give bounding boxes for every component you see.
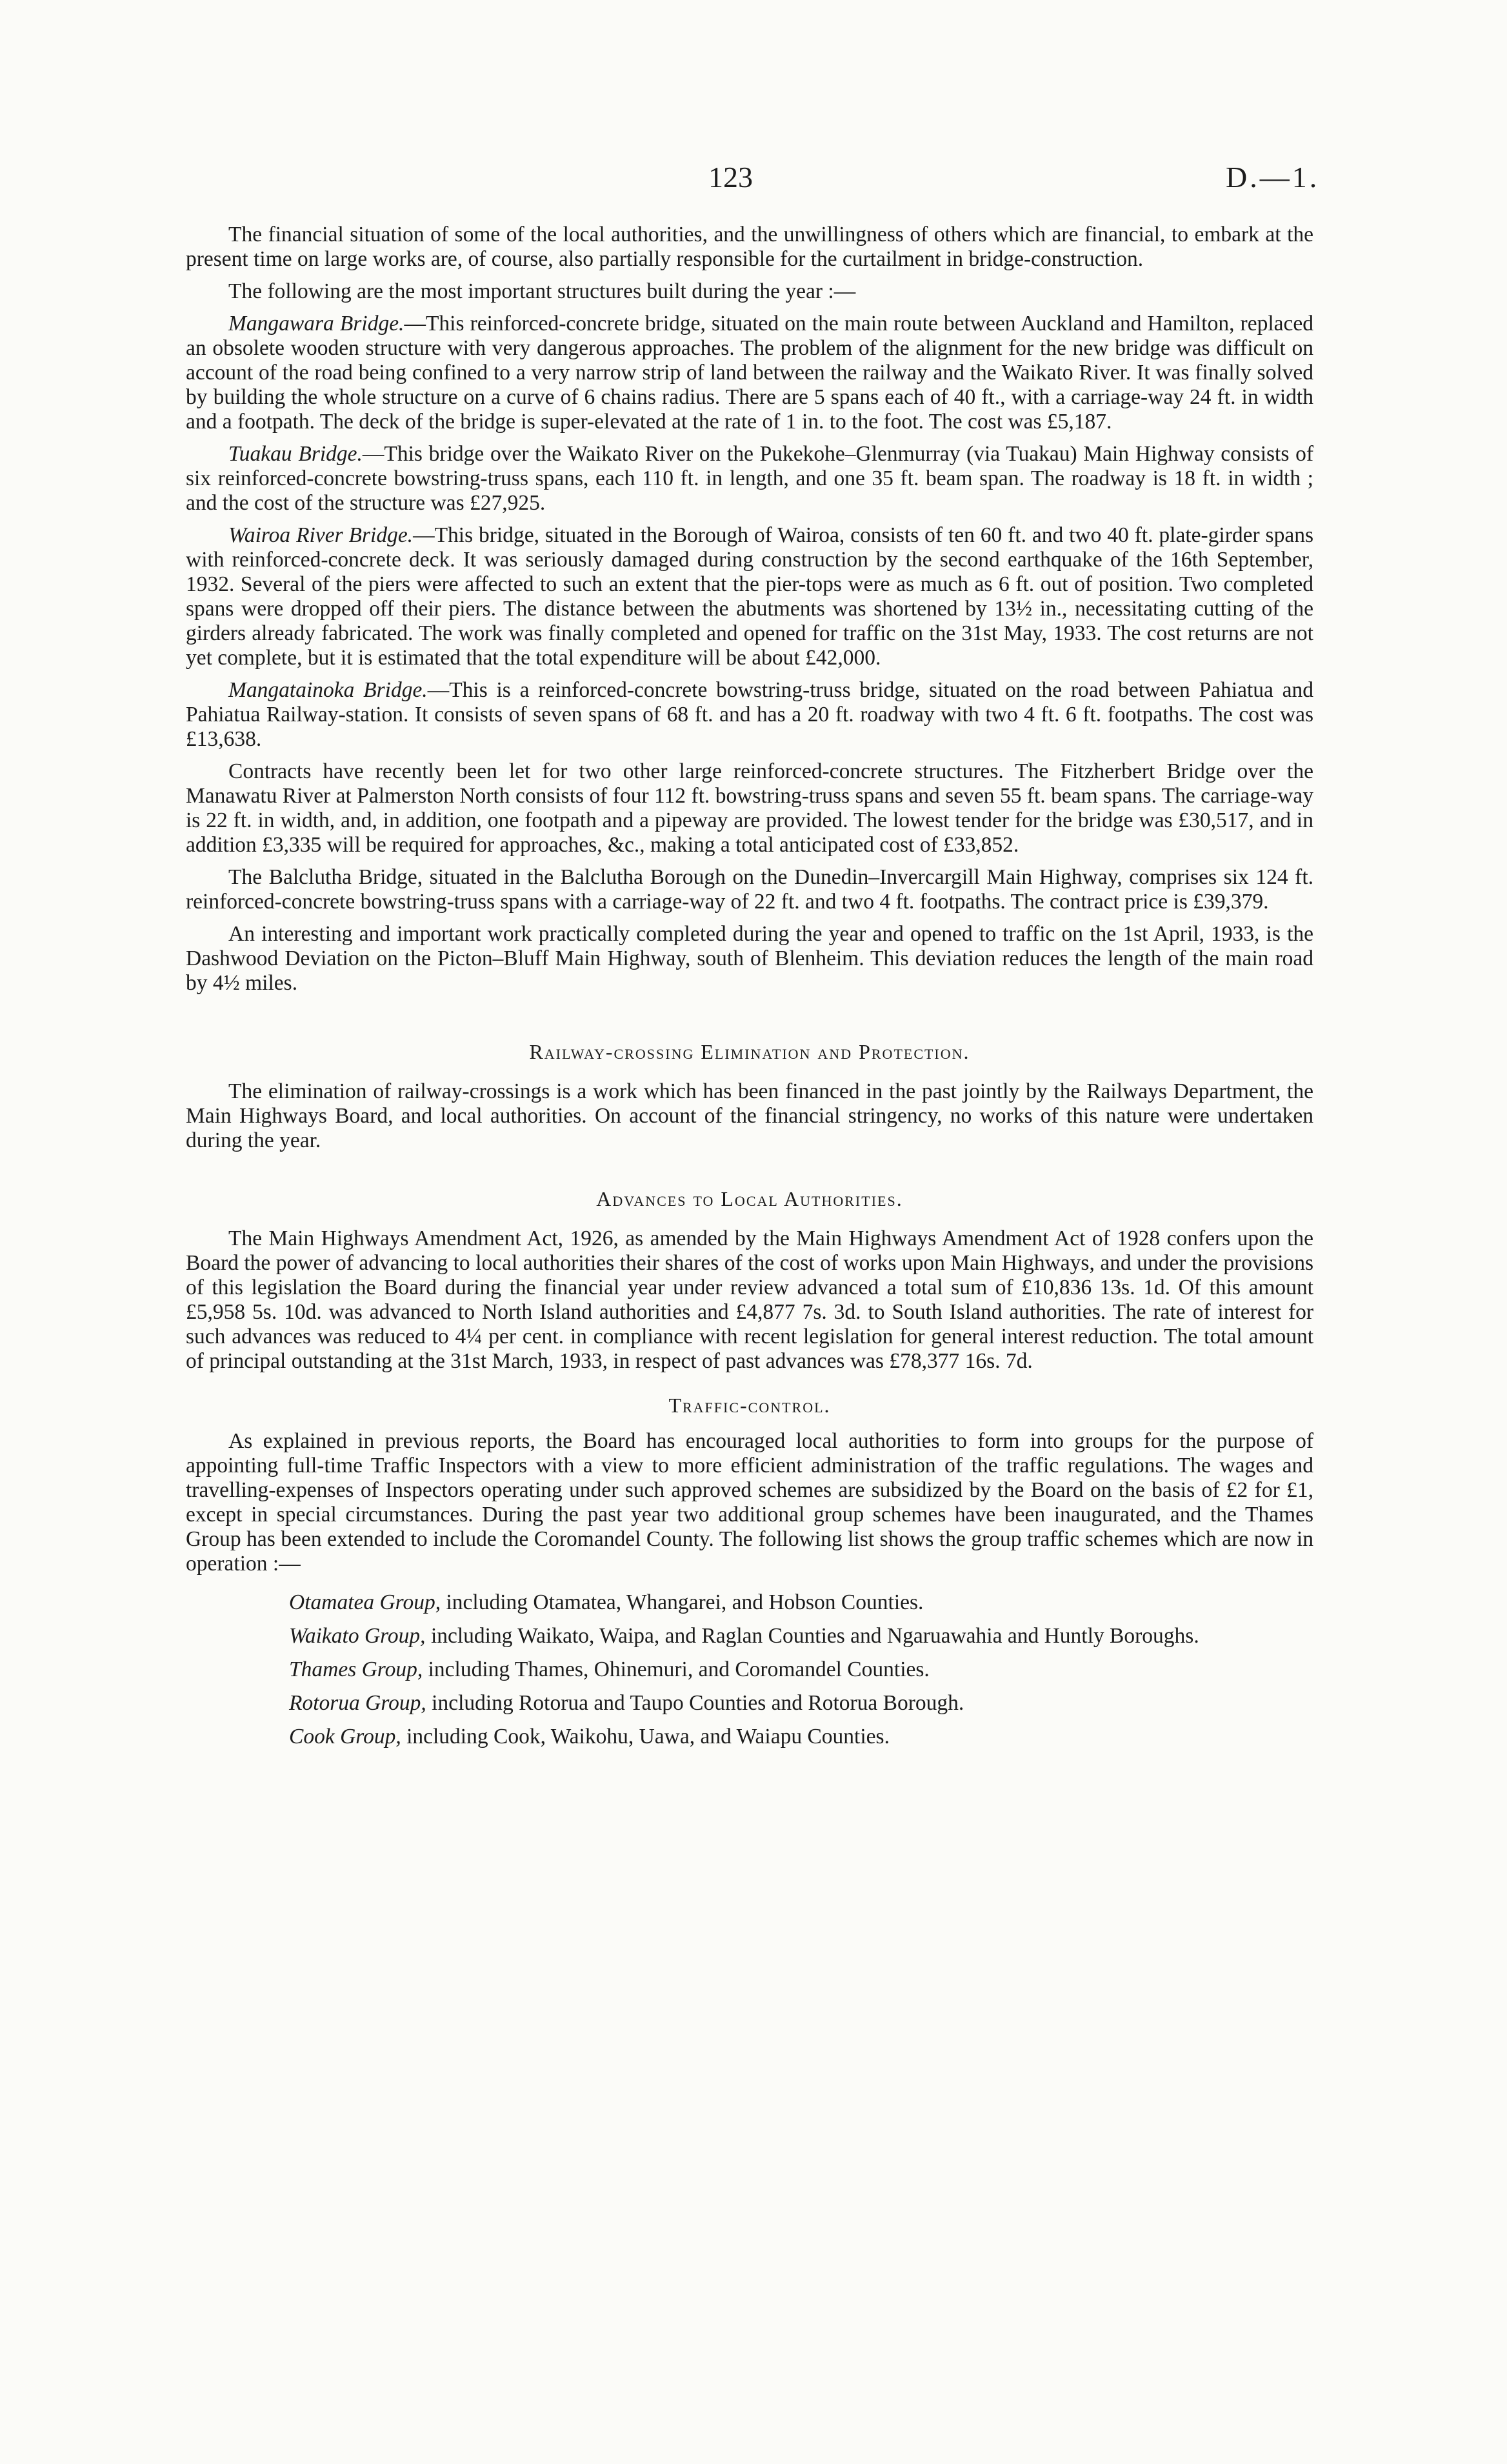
group-name: Thames Group, <box>289 1658 423 1681</box>
section-heading-traffic-control: Traffic-control. <box>668 1394 831 1417</box>
body-text <box>186 223 1313 1758</box>
page-number: 123 <box>708 161 753 194</box>
paragraph-dashwood-deviation: An interesting and important work practically completed during the year and opened to traffic on the 1st April, 1933, is the Dashwood Deviation on the Picton–Bluff Main Highway, south of Blenheim. This deviation reduces the length of the main road by 4½ miles. <box>186 922 1313 995</box>
group-description: including Waikato, Waipa, and Raglan Counties and Ngaruawahia and Huntly Boroughs. <box>425 1624 1199 1648</box>
paragraph-contracts: Contracts have recently been let for two other large reinforced-concrete structures. The Fitzherbert Bridge over the Manawatu River at Palmerston North consists of four 112 ft. bowstring-truss spans and seven 55 ft. beam spans. The carriage-way is 22 ft. in width, and, in addition, one footpath and a pipeway are provided. The lowest tender for the bridge was £30,517, and in addition £3,335 will be required for approaches, &c., making a total anticipated cost of £33,852. <box>186 759 1313 857</box>
group-name: Cook Group, <box>289 1725 401 1748</box>
group-description: including Otamatea, Whangarei, and Hobson Counties. <box>441 1590 924 1614</box>
paragraph-balclutha-bridge: The Balclutha Bridge, situated in the Balclutha Borough on the Dunedin–Invercargill Main Highway, comprises six 124 ft. reinforced-concrete bowstring-truss spans with a carriage-way of 22 ft. and two 4 ft. footpaths. The contract price is £39,379. <box>186 865 1313 914</box>
paragraph-wairoa-river-bridge <box>186 523 1313 670</box>
page-header <box>0 160 1507 205</box>
section-heading-advances: Advances to Local Authorities. <box>596 1187 903 1210</box>
group-description: including Thames, Ohinemuri, and Coromandel Counties. <box>423 1658 930 1681</box>
group-name: Waikato Group, <box>289 1624 426 1648</box>
mangatainoka-bridge-title: Mangatainoka Bridge. <box>228 678 428 702</box>
tuakau-bridge-text: —This bridge over the Waikato River on the Pukekohe–Glenmurray (via Tuakau) Main Highway consists of six reinforced-concrete bowstring-truss spans, each 110 ft. in length, and one 35 ft. beam span. The roadway is 18 ft. in width ; and the cost of the structure was £27,925. <box>186 442 1313 515</box>
section-heading-railway-crossing: Railway-crossing Elimination and Protection. <box>529 1040 970 1063</box>
paragraph-mangatainoka-bridge <box>186 678 1313 752</box>
list-item <box>289 1691 1313 1716</box>
group-name: Otamatea Group, <box>289 1590 441 1614</box>
paragraph-advances: The Main Highways Amendment Act, 1926, as amended by the Main Highways Amendment Act of 1928 confers upon the Board the power of advancing to local authorities their shares of the cost of works upon Main Highways, and under the provisions of this legislation the Board during the financial year under review advanced a total sum of £10,836 13s. 1d. Of this amount £5,958 5s. 10d. was advanced to North Island authorities and £4,877 7s. 3d. to South Island authorities. The rate of interest for such advances was reduced to 4¼ per cent. in compliance with recent legislation for general interest reduction. The total amount of principal outstanding at the 31st March, 1933, in respect of past advances was £78,377 16s. 7d. <box>186 1227 1313 1373</box>
paragraph-structures-intro: The following are the most important structures built during the year :— <box>228 279 856 303</box>
paragraph-mangawara-bridge <box>186 312 1313 434</box>
wairoa-river-bridge-text: —This bridge, situated in the Borough of Wairoa, consists of ten 60 ft. and two 40 ft. plate-girder spans with reinforced-concrete deck. It was seriously damaged during construction by the second earthquake of the 16th September, 1932. Several of the piers were affected to such an extent that the pier-tops were as much as 6 ft. out of position. Two completed spans were dropped off their piers. The distance between the abutments was shortened by 13½ in., necessitating cutting of the girders already fabricated. The work was finally completed and opened for traffic on the 31st May, 1933. The cost returns are not yet complete, but it is estimated that the total expenditure will be about £42,000. <box>186 523 1313 670</box>
list-item <box>289 1658 1313 1682</box>
traffic-groups-list <box>186 1590 1313 1749</box>
group-description: including Rotorua and Taupo Counties and Rotorua Borough. <box>426 1691 964 1715</box>
mangawara-bridge-text: —This reinforced-concrete bridge, situated on the main route between Auckland and Hamilton, replaced an obsolete wooden structure with very dangerous approaches. The problem of the alignment for the new bridge was difficult on account of the road being confined to a very narrow strip of land between the railway and the Waikato River. It was finally solved by building the whole structure on a curve of 6 chains radius. There are 5 spans each of 40 ft., with a carriage-way 24 ft. in width and a footpath. The deck of the bridge is super-elevated at the rate of 1 in. to the foot. The cost was £5,187. <box>186 312 1313 434</box>
tuakau-bridge-title: Tuakau Bridge. <box>228 442 363 466</box>
document-reference: D.—1. <box>1226 161 1320 194</box>
wairoa-river-bridge-title: Wairoa River Bridge. <box>228 523 414 547</box>
group-description: including Cook, Waikohu, Uawa, and Waiapu Counties. <box>401 1725 890 1748</box>
list-item <box>289 1725 1313 1749</box>
paragraph-tuakau-bridge <box>186 442 1313 516</box>
mangawara-bridge-title: Mangawara Bridge. <box>228 312 404 336</box>
mangatainoka-bridge-text: —This is a reinforced-concrete bowstring-truss bridge, situated on the road between Pahiatua and Pahiatua Railway-station. It consists of seven spans of 68 ft. and has a 20 ft. roadway with two 4 ft. 6 ft. footpaths. The cost was £13,638. <box>186 678 1313 751</box>
list-item <box>289 1590 1313 1615</box>
paragraph-traffic-control: As explained in previous reports, the Board has encouraged local authorities to form into groups for the purpose of appointing full-time Traffic Inspectors with a view to more efficient administration of the traffic regulations. The wages and travelling-expenses of Inspectors operating under such approved schemes are subsidized by the Board on the basis of £2 for £1, except in special circumstances. During the past year two additional group schemes have been inaugurated, and the Thames Group has been extended to include the Coromandel County. The following list shows the group traffic schemes which are now in operation :— <box>186 1429 1313 1576</box>
paragraph-financial-situation: The financial situation of some of the local authorities, and the unwillingness of others which are financial, to embark at the present time on large works are, of course, also partially responsible for the curtailment in bridge-construction. <box>186 223 1313 271</box>
paragraph-railway-crossing: The elimination of railway-crossings is a work which has been financed in the past jointly by the Railways Department, the Main Highways Board, and local authorities. On account of the financial stringency, no works of this nature were undertaken during the year. <box>186 1079 1313 1152</box>
list-item <box>289 1624 1313 1648</box>
group-name: Rotorua Group, <box>289 1691 426 1715</box>
